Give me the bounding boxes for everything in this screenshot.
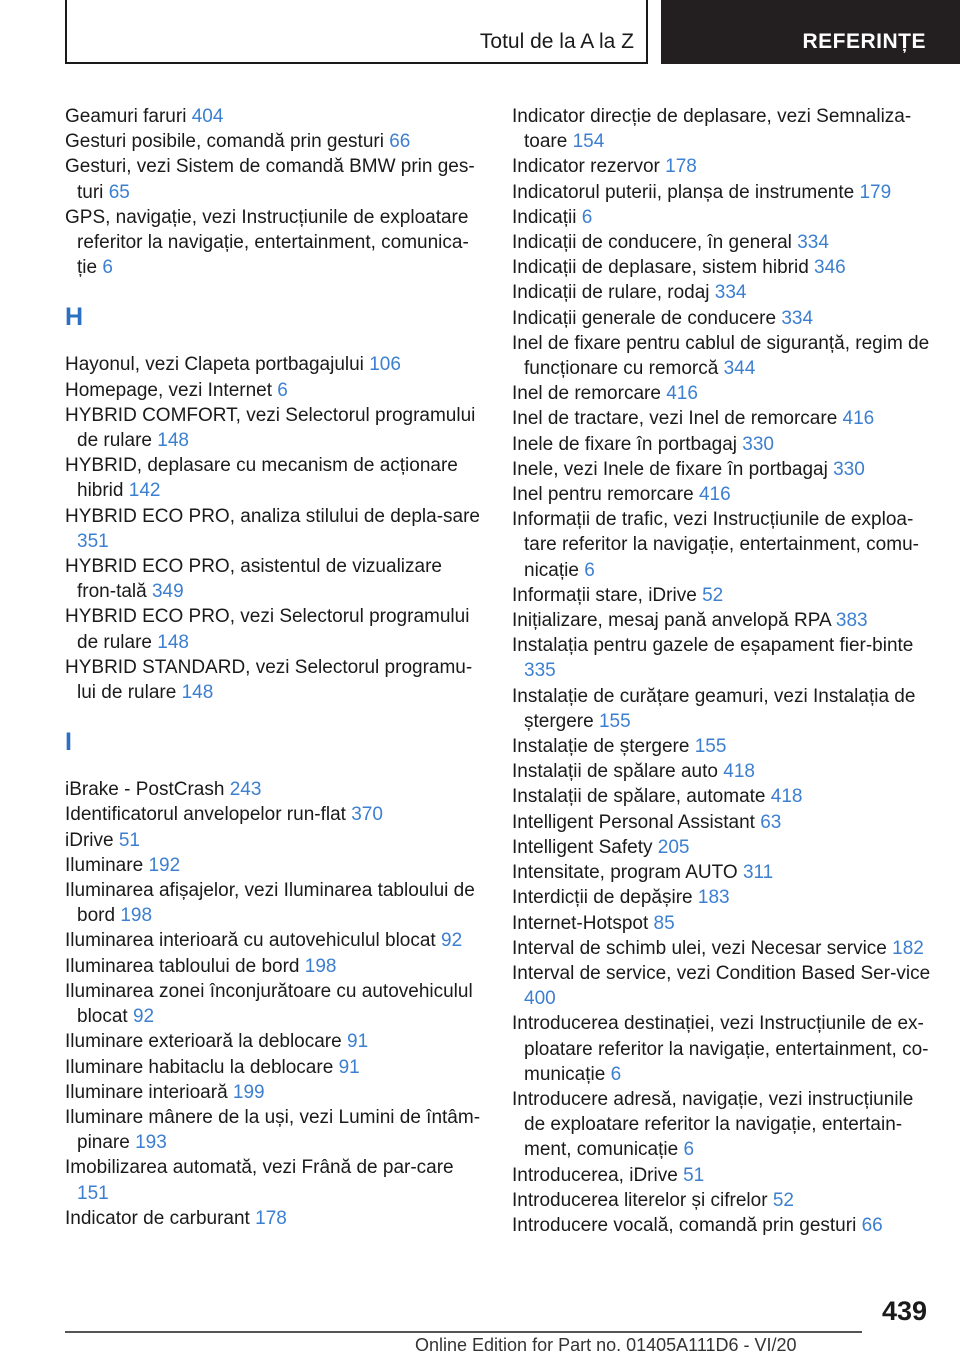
index-entry-text: Inel pentru remorcare [512, 484, 694, 506]
index-page-link[interactable]: 418 [770, 786, 803, 808]
index-page-link[interactable]: 51 [683, 1164, 705, 1186]
index-entry [512, 810, 932, 835]
index-page-link[interactable]: 178 [255, 1207, 287, 1229]
index-entry-text: Instalație de ștergere [512, 736, 690, 758]
index-page-link[interactable]: 155 [694, 736, 727, 758]
index-page-link[interactable]: 6 [277, 379, 288, 401]
index-page-link[interactable]: 52 [772, 1189, 794, 1211]
index-entry-text: Iluminare interioară [65, 1081, 228, 1103]
index-entry-text: Inel de tractare, vezi Inel de remorcare [512, 408, 838, 430]
index-entry [512, 1163, 932, 1188]
index-entry [512, 457, 932, 482]
index-entry [65, 154, 485, 204]
chapter-title: Totul de la A la Z [479, 30, 634, 53]
index-page-link[interactable]: 416 [666, 383, 698, 405]
index-entry-text: GPS, navigație, vezi Instrucțiunile de exploatare referitor la navigație, entertainment, comunica-ție [65, 206, 469, 279]
index-entry-text: Internet-Hotspot [512, 912, 649, 934]
index-entry [65, 378, 485, 403]
index-column-right [512, 104, 932, 1238]
index-entry-text: HYBRID, deplasare cu mecanism de acționare hibrid [65, 455, 458, 502]
index-entry [65, 352, 485, 377]
index-entry [65, 777, 485, 802]
index-entry [65, 554, 485, 604]
index-entry [65, 1155, 485, 1205]
index-entry-text: HYBRID ECO PRO, vezi Selectorul programului de rulare [65, 606, 470, 653]
index-entry [512, 583, 932, 608]
index-entry [65, 853, 485, 878]
index-entry [65, 1206, 485, 1231]
index-entry-text: Gesturi posibile, comandă prin gesturi [65, 131, 384, 153]
index-entry [65, 504, 485, 554]
index-page-link[interactable]: 346 [814, 257, 846, 279]
index-entry-text: Inel de fixare pentru cablul de siguranță, regim de funcționare cu remorcă [512, 332, 930, 380]
index-page-link[interactable]: 334 [797, 232, 829, 254]
index-page-link[interactable]: 351 [77, 530, 109, 552]
footer-divider [65, 1331, 862, 1333]
index-entry [512, 154, 932, 179]
index-page-link[interactable]: 192 [148, 854, 181, 876]
index-page-link[interactable]: 330 [833, 458, 865, 480]
index-entry [65, 453, 485, 503]
index-entry-text: Indicator rezervor [512, 156, 660, 178]
index-page-link[interactable]: 6 [683, 1139, 695, 1161]
index-page-link[interactable]: 51 [118, 829, 140, 851]
index-entry-text: HYBRID ECO PRO, asistentul de vizualizare fron-tală [65, 556, 442, 603]
index-entry [512, 633, 932, 683]
index-entry-text: Indicatorul puterii, planșa de instrumente [512, 181, 855, 203]
index-entry [65, 655, 485, 705]
index-page-link[interactable]: 404 [191, 106, 224, 127]
index-entry [512, 381, 932, 406]
index-entry [65, 928, 485, 953]
index-entry-text: Iluminare habitaclu la deblocare [65, 1056, 334, 1078]
index-entry-text: Informații de trafic, vezi Instrucțiunile de exploa-tare referitor la navigație, entertainment, comu-nicație [512, 509, 919, 581]
index-entry [512, 759, 932, 784]
index-entry [65, 802, 485, 827]
index-page-link[interactable]: 63 [760, 811, 782, 833]
index-entry [512, 482, 932, 507]
index-page-link[interactable]: 205 [657, 836, 690, 858]
index-entry-text: iBrake - PostCrash [65, 779, 225, 801]
index-entry-text: Indicații de rulare, rodaj [512, 282, 710, 304]
index-entry [512, 1087, 932, 1163]
index-letter-heading: I [65, 728, 72, 757]
index-entry [512, 860, 932, 885]
index-page-link[interactable]: 344 [723, 358, 756, 380]
index-page-link[interactable]: 334 [714, 282, 747, 304]
index-page-link[interactable]: 92 [441, 930, 463, 952]
index-entry [512, 306, 932, 331]
index-entry [65, 129, 485, 154]
index-entry-text: Instalație de curățare geamuri, vezi Instalația de ștergere [512, 685, 916, 732]
index-page-link[interactable]: 52 [702, 584, 724, 606]
index-entry [512, 936, 932, 961]
index-page-link[interactable]: 418 [723, 761, 755, 783]
index-entry [512, 835, 932, 860]
index-page-link[interactable]: 6 [610, 1063, 622, 1085]
index-page-link[interactable]: 335 [524, 660, 556, 682]
index-entry-text: Instalația pentru gazele de eșapament fier-binte [512, 635, 914, 657]
index-entry [512, 280, 932, 305]
index-entry-text: Geamuri faruri [65, 106, 187, 127]
index-entry [512, 205, 932, 230]
index-page-link[interactable]: 400 [524, 988, 556, 1010]
index-entry [512, 911, 932, 936]
index-page-link[interactable]: 91 [338, 1056, 360, 1078]
index-entry-text: Iluminarea interioară cu autovehiculul blocat [65, 930, 436, 952]
index-page-link[interactable]: 311 [742, 862, 774, 884]
index-entry [512, 1188, 932, 1213]
index-entry [65, 1080, 485, 1105]
index-page-link[interactable]: 65 [108, 181, 130, 203]
index-page-link[interactable]: 66 [389, 131, 411, 153]
index-entry-text: Interdicții de depășire [512, 887, 693, 909]
index-entry-text: Indicații de conducere, în general [512, 232, 792, 254]
header-section-tab [661, 0, 960, 64]
index-entry-text: Inițializare, mesaj pană anvelopă RPA [512, 610, 831, 632]
index-letter-heading: H [65, 303, 84, 332]
index-page-link[interactable]: 148 [181, 682, 214, 704]
index-page-link[interactable]: 155 [598, 710, 631, 732]
index-entry-text: Introducerea, iDrive [512, 1164, 678, 1186]
index-entry-text: Iluminarea zonei înconjurătoare cu autovehiculul blocat [65, 980, 473, 1028]
index-page-link[interactable]: 198 [304, 955, 337, 977]
index-entry-text: Inel de remorcare [512, 383, 661, 405]
index-entry-text: Indicații generale de conducere [512, 307, 777, 329]
index-entry [65, 979, 485, 1029]
index-entry-text: Introducerea destinației, vezi Instrucțiunile de ex-ploatare referitor la navigație, entertainment, co-municație [512, 1013, 929, 1085]
footer-edition: Online Edition for Part no. 01405A111D6 - VI/20 [415, 1335, 797, 1355]
index-entry [65, 1105, 485, 1155]
index-page-link[interactable]: 85 [653, 912, 675, 934]
index-page-link[interactable]: 370 [351, 804, 383, 826]
index-page-link[interactable]: 148 [157, 430, 189, 452]
index-entry-text: Iluminarea afișajelor, vezi Iluminarea tabloului de bord [65, 880, 475, 927]
index-entry [512, 885, 932, 910]
index-entry [512, 230, 932, 255]
index-entry-text: Informații stare, iDrive [512, 584, 697, 606]
index-entry [512, 180, 932, 205]
index-entry [65, 604, 485, 654]
index-entry-text: Inele de fixare în portbagaj [512, 433, 737, 455]
index-entry-text: Instalații de spălare auto [512, 761, 718, 783]
index-page-link[interactable]: 198 [120, 905, 153, 927]
index-entry [65, 205, 485, 281]
index-entry-text: Interval de schimb ulei, vezi Necesar service [512, 937, 887, 959]
index-entry [65, 403, 485, 453]
index-page-link[interactable]: 179 [859, 181, 892, 203]
index-entry-text: Indicații [512, 206, 577, 228]
index-entry-text: Interval de service, vezi Condition Based Ser-vice [512, 962, 931, 984]
index-entry [512, 104, 932, 154]
index-entry-text: Intelligent Safety [512, 836, 653, 858]
index-page-link[interactable]: 193 [135, 1132, 167, 1154]
index-page-link[interactable]: 416 [842, 408, 875, 430]
index-entry-text: Homepage, vezi Internet [65, 379, 273, 401]
index-entry-text: Imobilizarea automată, vezi Frână de par-care [65, 1157, 454, 1179]
index-page-link[interactable]: 6 [581, 206, 593, 228]
index-entry [512, 432, 932, 457]
index-page-link[interactable]: 416 [698, 484, 731, 506]
index-page-link[interactable]: 349 [151, 581, 184, 603]
page-number: 439 [881, 1296, 927, 1326]
index-entry [512, 684, 932, 734]
index-entry [65, 104, 485, 129]
index-entry [65, 878, 485, 928]
index-entry [512, 255, 932, 280]
index-entry [512, 608, 932, 633]
index-entry-text: Intelligent Personal Assistant [512, 811, 755, 833]
index-page-link[interactable]: 6 [102, 257, 113, 279]
index-entry [512, 961, 932, 1011]
index-entry-text: Inele, vezi Inele de fixare în portbagaj [512, 458, 828, 480]
index-page-link[interactable]: 142 [128, 480, 161, 502]
section-title: REFERINȚE [802, 30, 926, 53]
index-page-link[interactable]: 6 [584, 559, 595, 581]
index-page-link[interactable]: 178 [665, 156, 697, 178]
index-entry-text: Indicator de carburant [65, 1207, 250, 1229]
index-entry-text: Iluminare mânere de la uși, vezi Lumini de întâm-pinare [65, 1106, 481, 1154]
index-column-left [65, 104, 485, 1231]
index-page-link[interactable]: 148 [157, 631, 189, 653]
index-page-link[interactable]: 66 [861, 1214, 883, 1236]
index-entry-text: Introducerea literelor și cifrelor [512, 1189, 768, 1211]
index-entry-text: Intensitate, program AUTO [512, 862, 738, 884]
index-entry-text: Gesturi, vezi Sistem de comandă BMW prin ges-turi [65, 156, 475, 203]
index-entry-text: HYBRID ECO PRO, analiza stilului de depla-sare [65, 505, 481, 527]
index-entry-text: HYBRID STANDARD, vezi Selectorul programu-lui de rulare [65, 656, 473, 704]
index-page-link[interactable]: 106 [369, 354, 401, 376]
index-entry [512, 1213, 932, 1238]
header-chapter-tab [65, 0, 648, 64]
index-page-link[interactable]: 199 [232, 1081, 265, 1103]
index-entry [65, 954, 485, 979]
index-entry [512, 734, 932, 759]
index-entry [65, 828, 485, 853]
index-page-link[interactable]: 151 [77, 1182, 109, 1204]
index-entry-text: Instalații de spălare, automate [512, 786, 766, 808]
index-page-link[interactable]: 334 [781, 307, 814, 329]
index-entry-text: Indicator direcție de deplasare, vezi Semnaliza-toare [512, 106, 912, 153]
index-page-link[interactable]: 182 [892, 937, 924, 959]
index-page-link[interactable]: 383 [835, 610, 868, 632]
index-entry [65, 1029, 485, 1054]
index-entry-text: Introducere adresă, navigație, vezi instrucțiunile de exploatare referitor la navigație, entertain-ment, comunicație [512, 1088, 914, 1161]
index-entry-text: Hayonul, vezi Clapeta portbagajului [65, 354, 364, 376]
index-page-link[interactable]: 183 [697, 887, 730, 909]
index-entry [512, 507, 932, 583]
index-page-link[interactable]: 330 [742, 433, 774, 455]
index-entry [512, 784, 932, 809]
index-entry-text: Iluminarea tabloului de bord [65, 955, 300, 977]
index-entry-text: Iluminare [65, 854, 144, 876]
index-entry [512, 1011, 932, 1087]
index-page-link[interactable]: 243 [229, 779, 262, 801]
index-entry-text: Introducere vocală, comandă prin gesturi [512, 1214, 857, 1236]
index-entry-text: iDrive [65, 829, 114, 851]
index-entry-text: Iluminare exterioară la deblocare [65, 1031, 342, 1053]
index-entry [65, 1055, 485, 1080]
index-page-link[interactable]: 154 [572, 131, 605, 153]
index-entry [512, 406, 932, 431]
index-entry-text: Identificatorul anvelopelor run-flat [65, 804, 346, 826]
index-page-link[interactable]: 91 [347, 1031, 369, 1053]
index-entry-text: HYBRID COMFORT, vezi Selectorul programului de rulare [65, 404, 476, 452]
index-page-link[interactable]: 92 [132, 1006, 155, 1028]
index-entry [512, 331, 932, 381]
index-entry-text: Indicații de deplasare, sistem hibrid [512, 257, 809, 279]
